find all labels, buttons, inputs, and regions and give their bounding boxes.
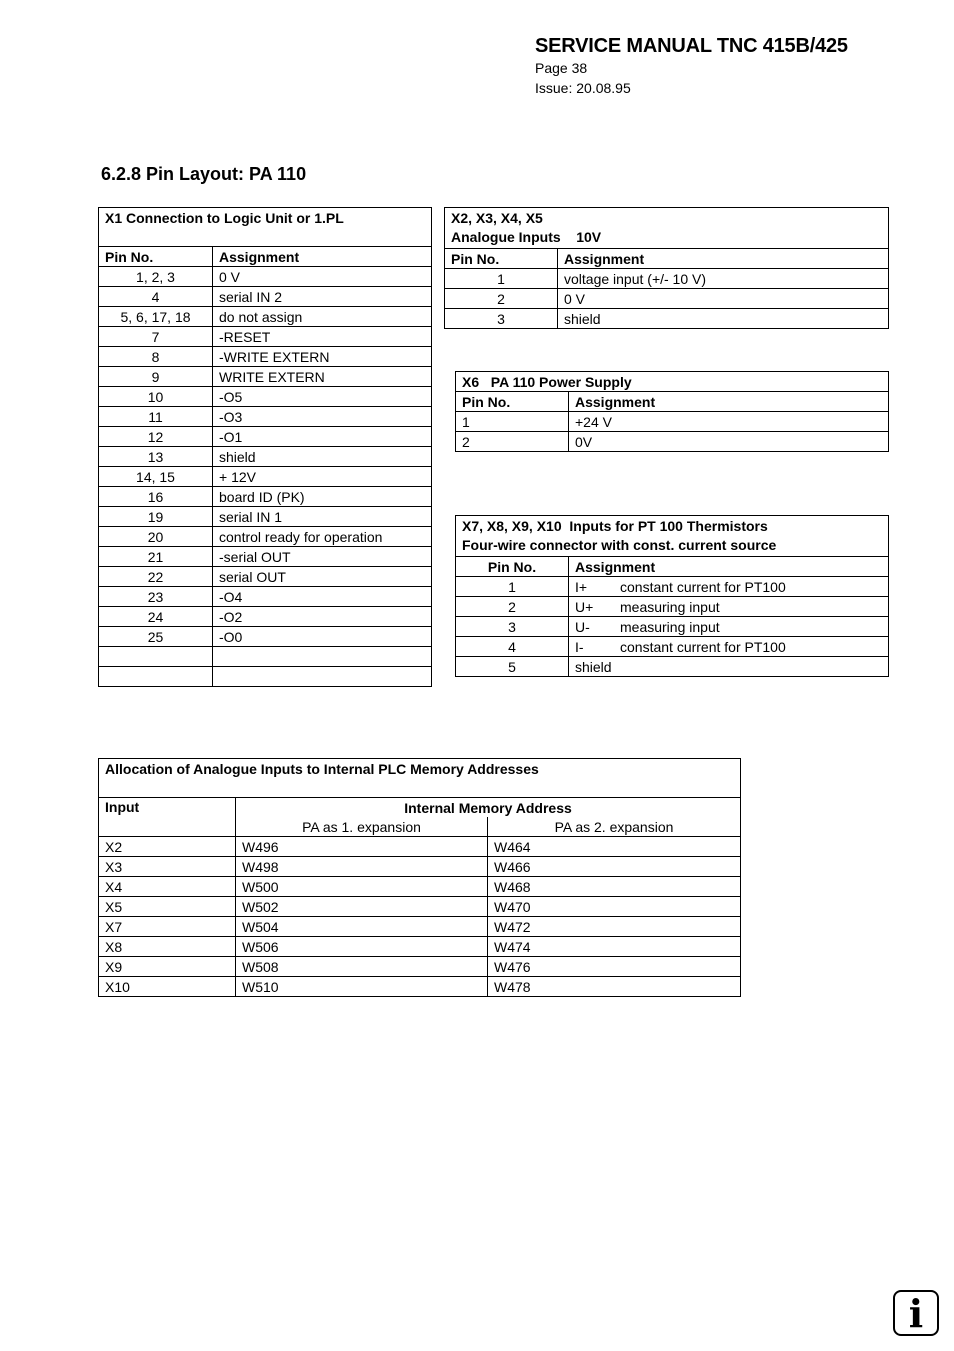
page-header [535,34,848,98]
x1-assignment: -serial OUT [213,547,432,567]
x1-pin [99,647,213,667]
x1-assignment: serial IN 2 [213,287,432,307]
x7-assignment [569,637,889,657]
x1-pin: 9 [99,367,213,387]
x7-description: constant current for PT100 [620,578,786,595]
x7-title [456,516,889,557]
x1-assignment: control ready for operation [213,527,432,547]
x7-assignment: shield [569,657,889,677]
x2-row [445,269,889,289]
x1-row [99,627,432,647]
x7-description: measuring input [620,618,720,635]
x7-row [456,597,889,617]
x1-assignment: 0 V [213,267,432,287]
x1-assignment: do not assign [213,307,432,327]
alloc-row [99,897,741,917]
alloc-row [99,977,741,997]
x7-description: measuring input [620,598,720,615]
x1-assignment: board ID (PK) [213,487,432,507]
x1-pin: 13 [99,447,213,467]
x1-row [99,607,432,627]
x7-assignment [569,597,889,617]
allocation-table [98,758,741,997]
x2-assignment: voltage input (+/- 10 V) [558,269,889,289]
x1-pin: 11 [99,407,213,427]
x7-title-line2: Four-wire connector with const. current source [462,537,777,553]
x2-title-line2: Analogue Inputs 10V [451,229,602,245]
x1-assignment: WRITE EXTERN [213,367,432,387]
alloc-input: X10 [99,977,236,997]
x7-signal: U+ [575,598,594,615]
alloc-row [99,917,741,937]
x1-pin: 8 [99,347,213,367]
alloc-col-input: Input [99,798,236,837]
x6-row [456,432,889,452]
info-icon: i [893,1290,939,1336]
alloc-input: X8 [99,937,236,957]
x1-assignment: serial IN 1 [213,507,432,527]
x2-rows [445,269,889,329]
alloc-address-1: W496 [236,837,488,857]
x2-pin: 3 [445,309,558,329]
x1-assignment: -O4 [213,587,432,607]
x1-pin: 24 [99,607,213,627]
alloc-address-1: W508 [236,957,488,977]
x1-title: X1 Connection to Logic Unit or 1.PL [99,208,432,247]
x1-row [99,527,432,547]
x6-row [456,412,889,432]
x7-col-assignment: Assignment [569,557,889,577]
x1-row [99,667,432,687]
x2-row [445,309,889,329]
alloc-input: X9 [99,957,236,977]
x1-assignment: shield [213,447,432,467]
x2-assignment: 0 V [558,289,889,309]
alloc-row [99,857,741,877]
x1-row [99,447,432,467]
x7-row [456,657,889,677]
x1-row [99,487,432,507]
alloc-address-1: W510 [236,977,488,997]
x1-assignment: + 12V [213,467,432,487]
alloc-address-2: W468 [488,877,741,897]
x7-pin-table [455,515,889,677]
x1-row [99,407,432,427]
x1-pin: 7 [99,327,213,347]
x6-assignment: +24 V [569,412,889,432]
alloc-address-2: W476 [488,957,741,977]
x6-title: X6 PA 110 Power Supply [456,372,889,392]
alloc-input: X7 [99,917,236,937]
x7-pin: 4 [456,637,569,657]
x1-pin: 12 [99,427,213,447]
x1-assignment: -O2 [213,607,432,627]
x7-pin: 1 [456,577,569,597]
x7-row [456,577,889,597]
x1-pin: 23 [99,587,213,607]
x1-row [99,587,432,607]
x7-row [456,637,889,657]
x1-pin: 25 [99,627,213,647]
x6-pin-table [455,371,889,452]
alloc-address-2: W464 [488,837,741,857]
alloc-input: X2 [99,837,236,857]
x1-row [99,567,432,587]
x2-row [445,289,889,309]
x2-assignment: shield [558,309,889,329]
x1-pin: 14, 15 [99,467,213,487]
alloc-title: Allocation of Analogue Inputs to Internal PLC Memory Addresses [99,759,741,798]
alloc-row [99,837,741,857]
x1-pin: 16 [99,487,213,507]
x1-assignment: -O0 [213,627,432,647]
x7-signal: I+ [575,578,588,595]
x1-pin [99,667,213,687]
x1-pin: 1, 2, 3 [99,267,213,287]
x1-assignment: -O3 [213,407,432,427]
alloc-col-address: Internal Memory Address [236,798,741,818]
issue-date: Issue: 20.08.95 [535,80,631,96]
alloc-input: X4 [99,877,236,897]
alloc-row [99,937,741,957]
x1-row [99,367,432,387]
x2-title [445,208,889,249]
alloc-address-1: W498 [236,857,488,877]
x7-pin: 2 [456,597,569,617]
alloc-address-2: W472 [488,917,741,937]
x2-col-pin: Pin No. [445,249,558,269]
x1-assignment: -WRITE EXTERN [213,347,432,367]
x1-row [99,547,432,567]
x2-pin-table [444,207,889,329]
x1-row [99,307,432,327]
alloc-address-2: W478 [488,977,741,997]
x1-row [99,647,432,667]
x6-col-assignment: Assignment [569,392,889,412]
manual-title: SERVICE MANUAL TNC 415B/425 [535,35,848,57]
x7-title-line1: X7, X8, X9, X10 Inputs for PT 100 Thermistors [462,518,768,534]
x1-row [99,347,432,367]
alloc-input: X5 [99,897,236,917]
alloc-address-2: W474 [488,937,741,957]
x1-assignment: -O1 [213,427,432,447]
x7-row [456,617,889,637]
alloc-address-1: W504 [236,917,488,937]
x7-rows [456,577,889,677]
x1-row [99,327,432,347]
x1-assignment [213,647,432,667]
x7-signal: U- [575,618,590,635]
x1-pin: 4 [99,287,213,307]
x6-assignment: 0V [569,432,889,452]
alloc-address-2: W470 [488,897,741,917]
x1-assignment: serial OUT [213,567,432,587]
x1-row [99,507,432,527]
x7-signal: I- [575,638,584,655]
x6-pin: 1 [456,412,569,432]
x1-assignment [213,667,432,687]
x6-rows [456,412,889,452]
x1-col-pin: Pin No. [99,247,213,267]
alloc-sub-1: PA as 1. expansion [236,817,488,837]
x1-row [99,467,432,487]
x1-rows [99,267,432,687]
x1-pin: 22 [99,567,213,587]
x1-pin-table [98,207,432,687]
x7-assignment [569,577,889,597]
x1-row [99,387,432,407]
x1-pin: 20 [99,527,213,547]
x6-col-pin: Pin No. [456,392,569,412]
x1-row [99,427,432,447]
x7-description: constant current for PT100 [620,638,786,655]
x2-title-line1: X2, X3, X4, X5 [451,210,543,226]
x2-pin: 1 [445,269,558,289]
alloc-row [99,957,741,977]
alloc-address-2: W466 [488,857,741,877]
x1-assignment: -O5 [213,387,432,407]
x7-col-pin: Pin No. [456,557,569,577]
x2-col-assignment: Assignment [558,249,889,269]
x1-col-assignment: Assignment [213,247,432,267]
x1-row [99,287,432,307]
x6-pin: 2 [456,432,569,452]
x1-pin: 19 [99,507,213,527]
x1-pin: 21 [99,547,213,567]
x7-pin: 5 [456,657,569,677]
alloc-sub-2: PA as 2. expansion [488,817,741,837]
x7-assignment [569,617,889,637]
alloc-input: X3 [99,857,236,877]
x1-pin: 5, 6, 17, 18 [99,307,213,327]
alloc-row [99,877,741,897]
x1-assignment: -RESET [213,327,432,347]
alloc-rows [99,837,741,997]
x1-pin: 10 [99,387,213,407]
page-number: Page 38 [535,60,588,76]
x1-row [99,267,432,287]
section-title: 6.2.8 Pin Layout: PA 110 [101,164,307,184]
x2-pin: 2 [445,289,558,309]
alloc-address-1: W500 [236,877,488,897]
x7-pin: 3 [456,617,569,637]
alloc-address-1: W506 [236,937,488,957]
alloc-address-1: W502 [236,897,488,917]
